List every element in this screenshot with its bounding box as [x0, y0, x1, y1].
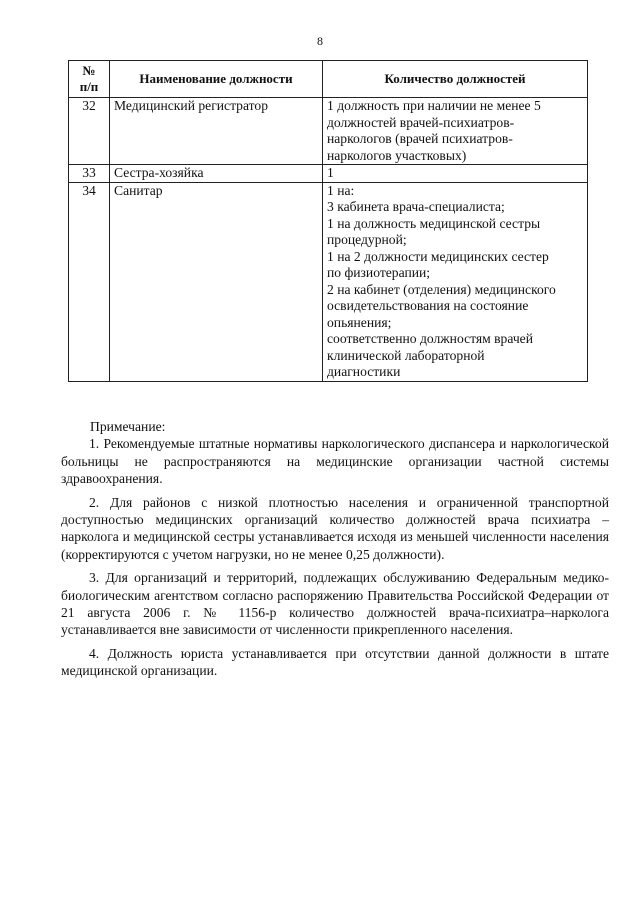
quantity-line: процедурной; [327, 232, 407, 247]
table-row [69, 98, 588, 165]
row-number: 32 [69, 98, 110, 165]
notes-section [61, 418, 609, 686]
quantity-line: по физиотерапии; [327, 265, 431, 280]
row-position-name: Санитар [110, 182, 323, 381]
row-number: 33 [69, 165, 110, 183]
note-paragraph: 1. Рекомендуемые штатные нормативы наркологического диспансера и наркологической больницы не распространяются на медицинские организации частной системы здравоохранения. [61, 436, 609, 487]
header-number-symbol: № [82, 62, 96, 78]
page-number: 8 [317, 34, 323, 48]
table-header-row [69, 61, 588, 98]
row-quantity [323, 182, 588, 381]
note-paragraph: 2. Для районов с низкой плотностью населения и ограниченной транспортной доступностью медицинских организаций количество должностей врача психиатра – нарколога и медицинской сестры устанавливается исходя из меньшей численности населения (корректируются с учетом нагрузки, но не менее 0,25 должности). [61, 494, 609, 562]
quantity-line: должностей врачей-психиатров- [327, 114, 515, 130]
note-paragraph: 3. Для организаций и территорий, подлежащих обслуживанию Федеральным медико-биологическим агентством согласно распоряжению Правительства Российской Федерации от 21 августа 2006 г. № 1156-р количество должностей врача-психиатра–нарколога устанавливается вне зависимости от численности прикрепленного населения. [61, 570, 609, 638]
header-number [69, 61, 110, 98]
table-row [69, 165, 588, 183]
table-row [69, 182, 588, 381]
quantity-line: 3 кабинета врача-специалиста; [327, 199, 505, 214]
notes-title: Примечание: [90, 419, 166, 434]
quantity-line: наркологов (врачей психиатров- [327, 131, 513, 146]
quantity-line: 1 на 2 должности медицинских сестер [327, 248, 549, 264]
header-number-abbrev: п/п [79, 79, 99, 94]
quantity-line: наркологов участковых) [327, 147, 467, 163]
quantity-line: 2 на кабинет (отделения) медицинского [327, 281, 556, 297]
header-position-name: Наименование должности [110, 61, 323, 98]
quantity-line: опьянения; [327, 314, 392, 330]
quantity-line: 1 на: [327, 182, 355, 198]
quantity-line: 1 [327, 165, 334, 180]
note-paragraph: 4. Должность юриста устанавливается при отсутствии данной должности в штате медицинской организации. [61, 645, 609, 679]
row-position-name: Медицинский регистратор [110, 98, 323, 165]
row-quantity [323, 165, 588, 183]
quantity-line: 1 должность при наличии не менее 5 [327, 98, 541, 113]
row-quantity [323, 98, 588, 165]
staffing-table [68, 60, 588, 382]
quantity-line: клинической лабораторной [327, 347, 485, 363]
row-position-name: Сестра-хозяйка [110, 165, 323, 183]
quantity-line: диагностики [327, 364, 401, 379]
quantity-line: соответственно должностям врачей [327, 331, 533, 346]
quantity-line: 1 на должность медицинской сестры [327, 215, 541, 231]
row-number: 34 [69, 182, 110, 381]
quantity-line: освидетельствования на состояние [327, 298, 529, 313]
header-position-quantity: Количество должностей [323, 61, 588, 98]
